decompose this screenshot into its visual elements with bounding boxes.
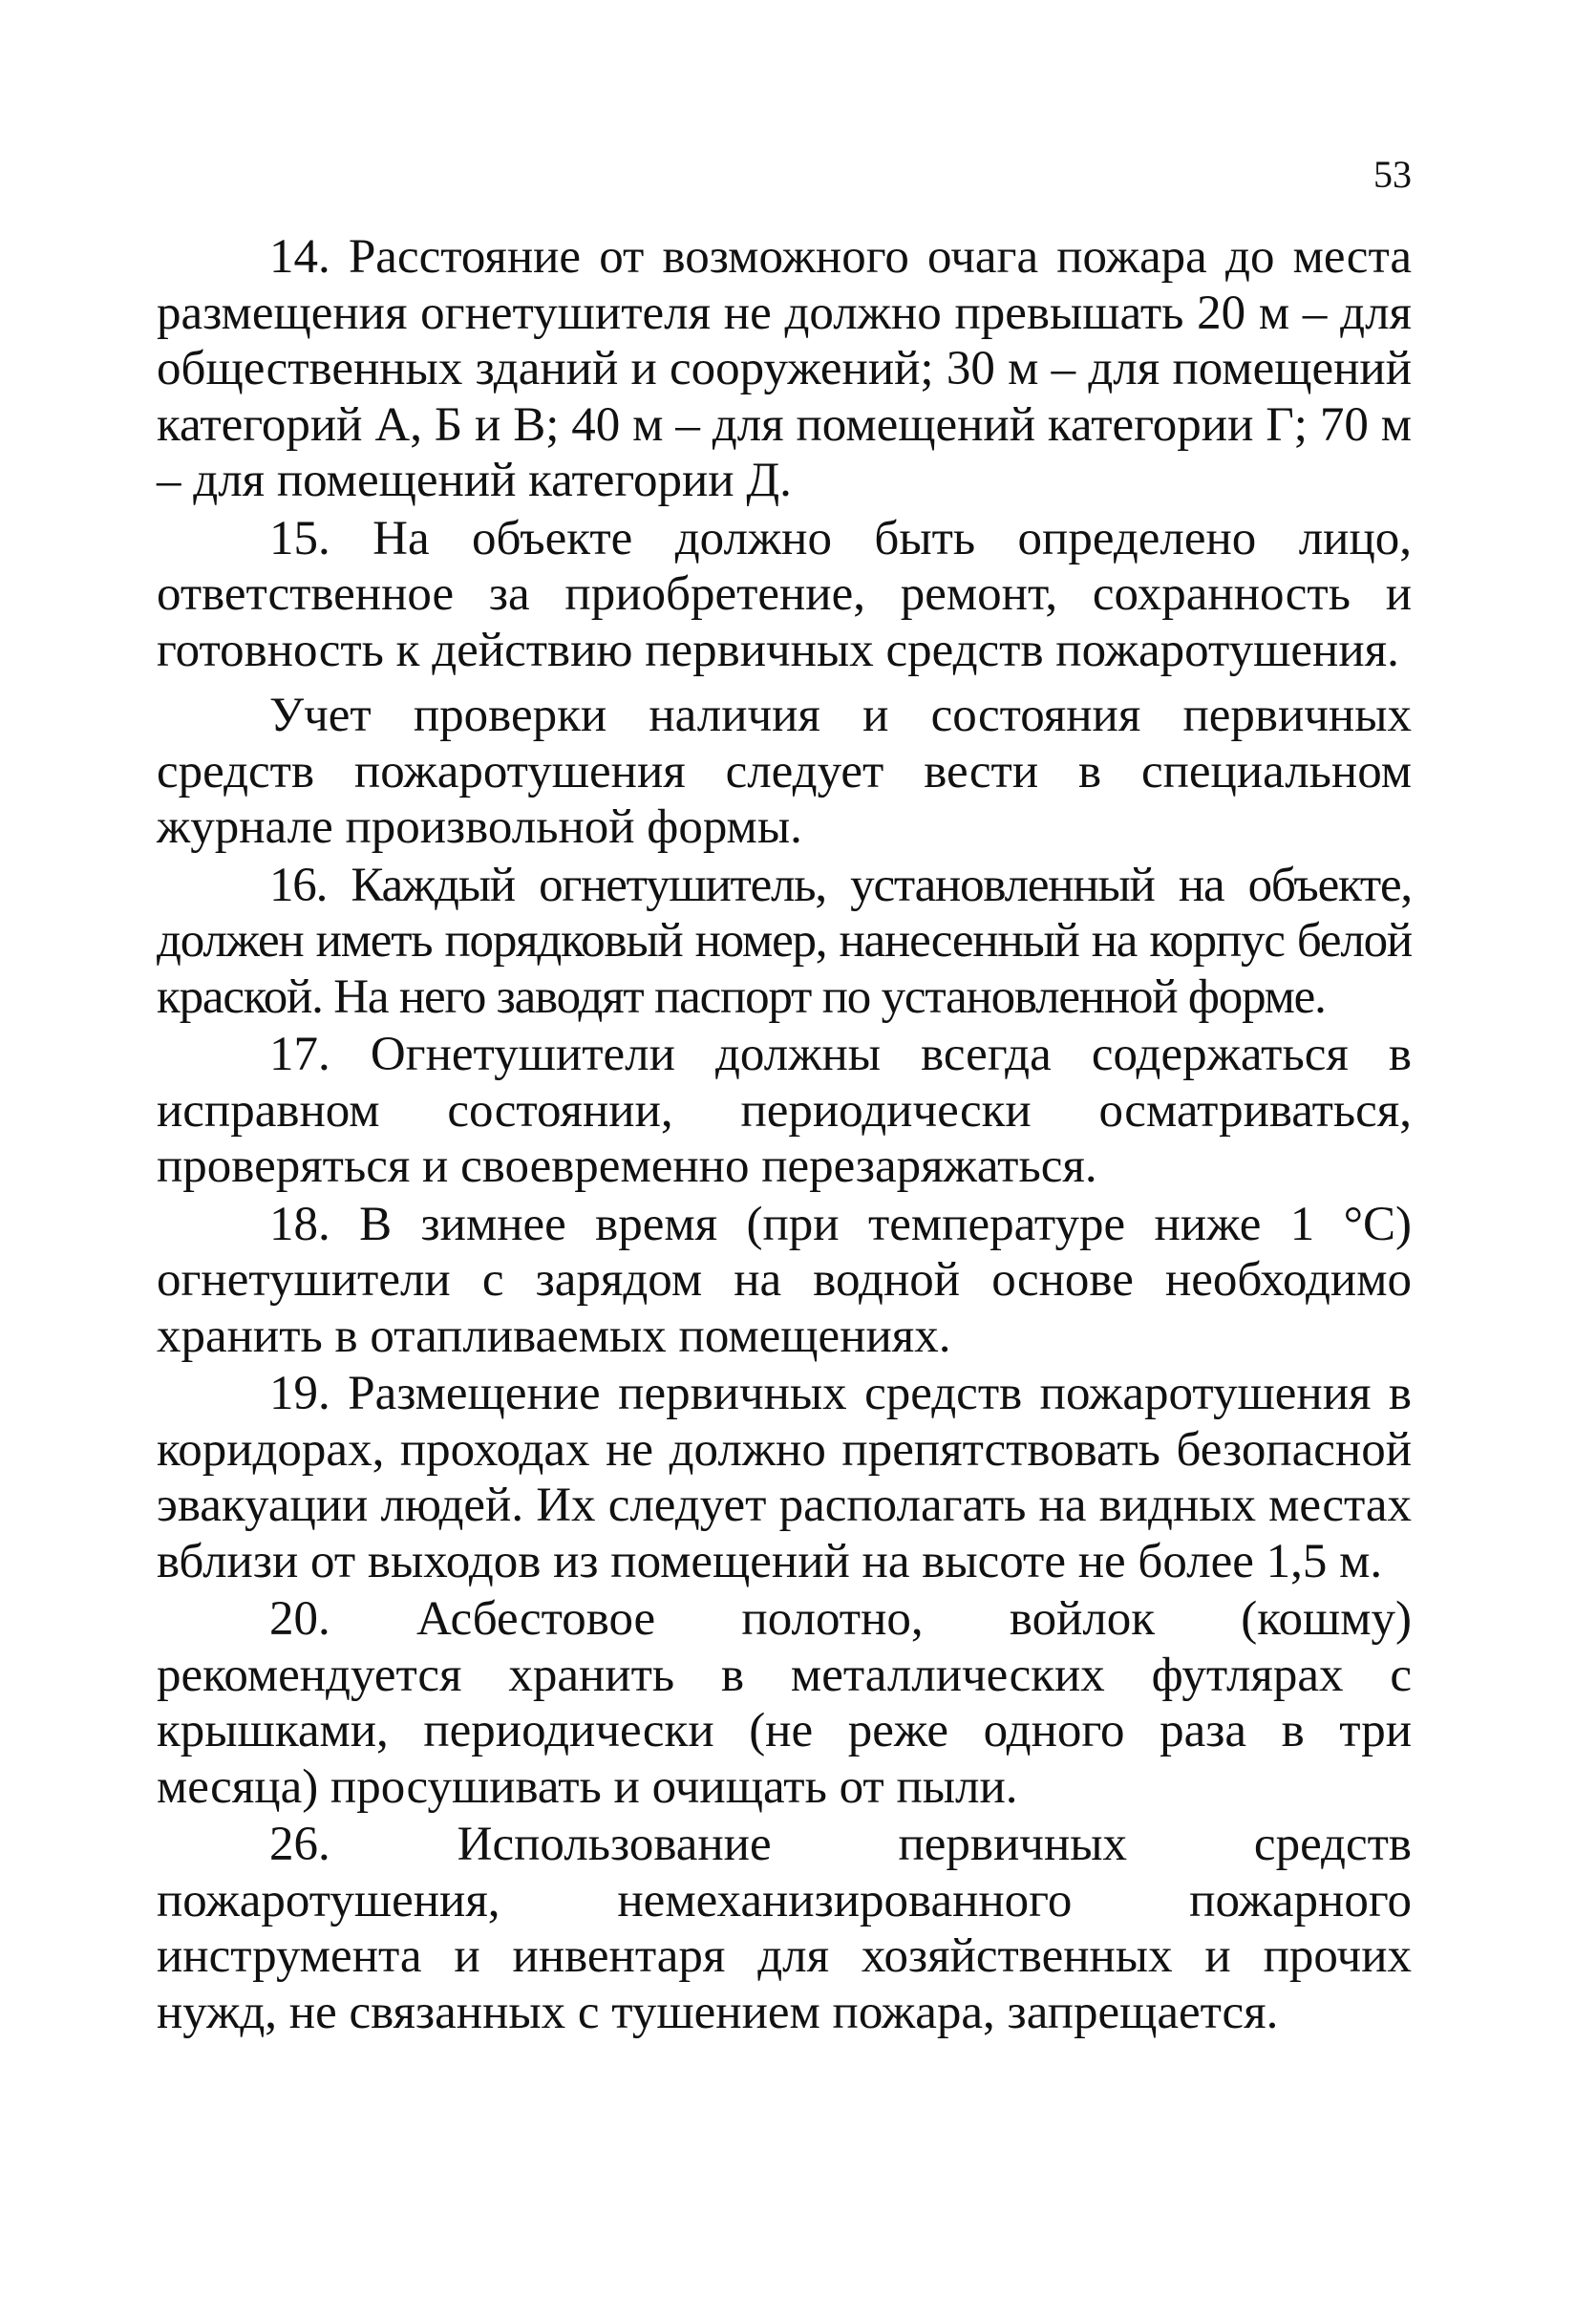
paragraph-accounting: Учет проверки наличия и состояния первичных средств пожаротушения следует вести в специальном журнале произвольной формы. [157,689,1412,854]
paragraph-19: 19. Размещение первичных средств пожаротушения в коридорах, проходах не должно препятствовать безопасной эвакуации людей. Их следует располагать на видных местах вблизи от выходов из помещений на высоте не более 1,5 м. [157,1367,1412,1588]
paragraph-18: 18. В зимнее время (при температуре ниже 1 °С) огнетушители с зарядом на водной основе необходимо хранить в отапливаемых помещениях. [157,1197,1412,1363]
paragraph-20: 20. Асбестовое полотно, войлок (кошму) рекомендуется хранить в металлических футлярах с крышками, периодически (не реже одного раза в три месяца) просушивать и очищать от пыли. [157,1592,1412,1814]
document-body [157,229,1412,2042]
page-number: 53 [1373,153,1412,196]
paragraph-15: 15. На объекте должно быть определено лицо, ответственное за приобретение, ремонт, сохранность и готовность к действию первичных средств пожаротушения. [157,511,1412,677]
paragraph-16: 16. Каждый огнетушитель, установленный на объекте, должен иметь порядковый номер, нанесенный на корпус белой краской. На него заводят паспорт по установленной форме. [157,858,1412,1024]
paragraph-14: 14. Расстояние от возможного очага пожара до места размещения огнетушителя не должно превышать 20 м – для общественных зданий и сооружений; 30 м – для помещений категорий А, Б и В; 40 м – для помещений категории Г; 70 м – для помещений категории Д. [157,230,1412,507]
paragraph-17: 17. Огнетушители должны всегда содержаться в исправном состоянии, периодически осматриваться, проверяться и своевременно перезаряжаться. [157,1028,1412,1193]
paragraph-26: 26. Использование первичных средств пожаротушения, немеханизированного пожарного инструмента и инвентаря для хозяйственных и прочих нужд, не связанных с тушением пожара, запрещается. [157,1818,1412,2039]
